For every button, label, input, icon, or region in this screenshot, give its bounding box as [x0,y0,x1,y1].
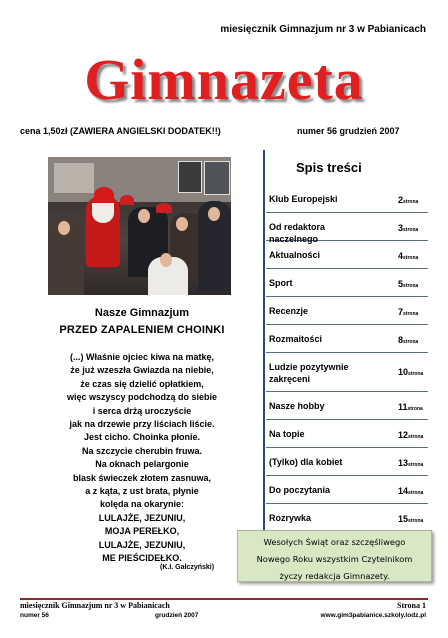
toc-page-word: strona [408,518,424,524]
toc-page [398,402,423,412]
article-title: Nasze Gimnazjum [94,307,190,319]
toc-page-number: 3 [398,223,404,233]
footer-title: miesięcznik Gimnazjum nr 3 w Pabianicach [20,601,170,610]
holiday-greeting [237,530,432,582]
toc-row[interactable] [266,213,428,244]
toc-label: Recenzje [269,306,309,316]
column-divider [263,150,265,530]
toc-label: (Tylko) dla kobiet [269,457,343,467]
toc-label: Ludzie pozytywnie zakręceni [269,362,349,384]
toc-row[interactable] [266,241,428,269]
toc-page-number: 15 [398,514,409,524]
poem-line: a z kąta, z ust brata, płynie [85,486,199,497]
toc-page-number: 2 [398,195,404,205]
toc-row[interactable] [266,325,428,353]
poem-line: MOJA PEREŁKO, [104,526,180,537]
toc-row[interactable] [266,504,428,532]
poem-line: jak na drzewie przy liściach liście. [69,419,215,430]
price-info: cena 1,50zł (ZAWIERA ANGIELSKI DODATEK!!) [20,126,221,136]
issue-info: numer 56 grudzień 2007 [297,126,400,136]
toc-page-number: 13 [398,458,409,468]
toc-page-number: 7 [398,307,404,317]
poem-line: LULAJŻE, JEZUNIU, [98,512,186,523]
toc-row[interactable] [266,448,428,476]
toc-page-word: strona [403,255,419,261]
greeting-line-1: Wesołych Świąt oraz szczęśliwego [263,537,406,547]
toc-row[interactable] [266,392,428,420]
toc-page [398,514,423,524]
toc-page-word: strona [407,406,423,412]
poem-line: Jest cicho. Choinka płonie. [83,432,201,443]
toc-page-number: 4 [398,251,404,261]
poem-line: kolęda na okarynie: [99,499,185,510]
poem-line: i serca drżą uroczyście [92,405,192,416]
toc-page-word: strona [408,371,424,377]
footer-number: numer 56 [20,612,49,619]
toc-row[interactable] [266,269,428,297]
toc-page [398,223,418,233]
toc-page-word: strona [403,311,419,317]
toc-page-number: 10 [398,367,409,377]
masthead-title: Gimnazeta [84,47,364,112]
toc-page-word: strona [403,283,419,289]
poem-line: że już wzeszła Gwiazda na niebie, [70,365,214,376]
poem-line: Na oknach pelargonie [95,459,189,470]
toc-label: Sport [269,278,293,288]
toc-label: Do poczytania [269,485,331,495]
toc-page [398,307,418,317]
poem-line: LULAJŻE, JEZUNIU, [98,539,186,550]
toc-page-number: 12 [398,430,409,440]
toc-label: Na topie [269,429,305,439]
poem-line: Na szczycie cherubin fruwa. [81,445,203,456]
footer-website: www.gim3pabianice.szkoly.lodz.pl [320,612,426,619]
toc-page [398,486,423,496]
toc-page-number: 11 [398,402,408,412]
toc-label: Nasze hobby [269,401,325,411]
poem-line: że czas się dzielić opłatkiem, [80,378,204,389]
toc-row[interactable] [266,420,428,448]
footer-rule [20,598,428,600]
toc-page-number: 14 [398,486,409,496]
toc-page [398,458,423,468]
toc-label: Od redaktora naczelnego [269,222,326,244]
toc-label: Klub Europejski [269,194,338,204]
toc-page [398,430,423,440]
toc-page-word: strona [403,199,419,205]
greeting-line-3: życzy redakcja Gimnazety. [279,571,390,581]
toc-page-number: 5 [398,279,404,289]
toc-page [398,195,418,205]
toc-row[interactable] [266,297,428,325]
toc-row[interactable] [266,185,428,213]
toc-title: Spis treści [296,160,362,175]
toc-page-word: strona [408,490,424,496]
poem-line: ME PIEŚCIDEŁKO. [102,553,182,564]
poem-line: więc wszyscy podchodzą do siebie [66,392,218,403]
greeting-line-2: Nowego Roku wszystkim Czytelnikom [256,554,413,564]
toc-row[interactable] [266,353,428,392]
footer-page-label: Strona 1 [397,601,426,610]
poem-author: (K.I. Gałczyński) [160,564,215,571]
toc-row[interactable] [266,476,428,504]
footer-date: grudzień 2007 [155,612,199,619]
poem-line: (...) Właśnie ojciec kiwa na matkę, [69,352,215,362]
toc-page-word: strona [403,227,419,233]
toc-label: Rozrywka [269,513,312,523]
table-of-contents [266,185,428,532]
toc-page [398,251,418,261]
toc-page-number: 8 [398,335,404,345]
toc-page-word: strona [403,339,419,345]
poem-line: blask świeczek złotem zasnuwa, [72,472,212,483]
article-photo [48,157,231,295]
toc-label: Aktualności [269,250,321,260]
article-subtitle: PRZED ZAPALENIEM CHOINKI [59,324,225,336]
masthead-tagline: miesięcznik Gimnazjum nr 3 w Pabianicach [220,24,426,35]
poem-text [22,351,262,566]
toc-label: Rozmaitości [269,334,323,344]
toc-page [398,335,418,345]
toc-page [398,279,418,289]
toc-page [398,367,423,377]
toc-page-word: strona [408,434,424,440]
toc-page-word: strona [408,462,424,468]
